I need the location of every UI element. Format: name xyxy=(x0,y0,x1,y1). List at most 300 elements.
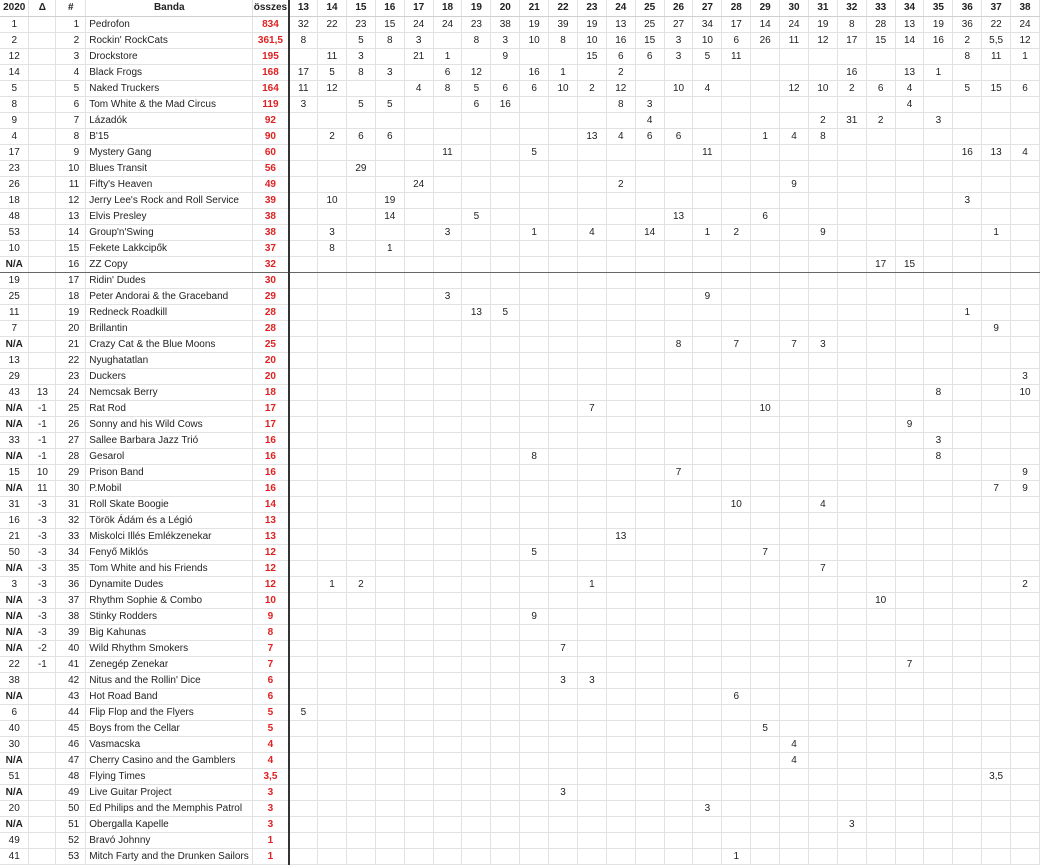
event-score[interactable] xyxy=(895,449,924,465)
table-row[interactable] xyxy=(0,225,1040,241)
event-score[interactable] xyxy=(491,673,520,689)
total-points[interactable]: 49 xyxy=(253,177,289,193)
event-score[interactable] xyxy=(462,49,491,65)
event-score[interactable]: 15 xyxy=(895,257,924,273)
event-score[interactable] xyxy=(289,577,318,593)
event-score[interactable] xyxy=(722,129,751,145)
event-score[interactable] xyxy=(318,817,347,833)
event-score[interactable] xyxy=(404,609,433,625)
event-score[interactable]: 24 xyxy=(404,177,433,193)
event-score[interactable]: 19 xyxy=(924,17,953,33)
event-score[interactable]: 16 xyxy=(837,65,866,81)
event-score[interactable] xyxy=(693,209,722,225)
event-score[interactable] xyxy=(318,209,347,225)
event-score[interactable] xyxy=(375,801,404,817)
event-score[interactable] xyxy=(837,209,866,225)
event-score[interactable] xyxy=(808,257,837,273)
band-name[interactable]: Rockin' RockCats xyxy=(86,33,253,49)
event-score[interactable]: 12 xyxy=(780,81,809,97)
event-score[interactable] xyxy=(895,497,924,513)
event-score[interactable] xyxy=(837,129,866,145)
event-score[interactable] xyxy=(751,481,780,497)
event-score[interactable] xyxy=(520,273,549,289)
event-score[interactable] xyxy=(375,49,404,65)
event-score[interactable] xyxy=(520,481,549,497)
event-score[interactable] xyxy=(375,513,404,529)
event-score[interactable] xyxy=(982,305,1011,321)
event-score[interactable] xyxy=(866,209,895,225)
event-score[interactable] xyxy=(866,657,895,673)
event-score[interactable]: 6 xyxy=(462,97,491,113)
event-score[interactable] xyxy=(693,129,722,145)
event-score[interactable] xyxy=(866,529,895,545)
event-score[interactable] xyxy=(837,497,866,513)
event-score[interactable]: 11 xyxy=(433,145,462,161)
event-score[interactable] xyxy=(982,833,1011,849)
event-score[interactable] xyxy=(289,609,318,625)
event-score[interactable] xyxy=(549,481,578,497)
event-score[interactable] xyxy=(346,513,375,529)
event-score[interactable] xyxy=(982,641,1011,657)
event-score[interactable] xyxy=(433,785,462,801)
event-score[interactable] xyxy=(953,321,982,337)
event-score[interactable]: 13 xyxy=(982,145,1011,161)
event-score[interactable] xyxy=(837,545,866,561)
event-score[interactable] xyxy=(606,337,635,353)
event-score[interactable]: 9 xyxy=(982,321,1011,337)
rank-delta[interactable] xyxy=(29,273,56,289)
event-score[interactable] xyxy=(866,769,895,785)
event-score[interactable] xyxy=(924,257,953,273)
prev-year-rank[interactable]: 7 xyxy=(0,321,29,337)
event-score[interactable] xyxy=(549,849,578,865)
event-score[interactable] xyxy=(520,737,549,753)
total-points[interactable]: 32 xyxy=(253,257,289,273)
event-score[interactable] xyxy=(462,433,491,449)
total-points[interactable]: 12 xyxy=(253,561,289,577)
prev-year-rank[interactable]: 12 xyxy=(0,49,29,65)
event-score[interactable] xyxy=(866,129,895,145)
table-row[interactable] xyxy=(0,193,1040,209)
event-score[interactable]: 7 xyxy=(549,641,578,657)
event-score[interactable]: 14 xyxy=(375,209,404,225)
event-score[interactable]: 7 xyxy=(664,465,693,481)
prev-year-rank[interactable]: N/A xyxy=(0,481,29,497)
event-score[interactable] xyxy=(953,353,982,369)
event-score[interactable] xyxy=(895,465,924,481)
band-name[interactable]: Jerry Lee's Rock and Roll Service xyxy=(86,193,253,209)
event-score[interactable] xyxy=(664,417,693,433)
table-row[interactable] xyxy=(0,801,1040,817)
event-score[interactable] xyxy=(462,689,491,705)
event-score[interactable] xyxy=(982,369,1011,385)
event-score[interactable] xyxy=(404,321,433,337)
table-row[interactable] xyxy=(0,129,1040,145)
event-score[interactable] xyxy=(433,689,462,705)
event-score[interactable] xyxy=(375,609,404,625)
event-score[interactable] xyxy=(837,97,866,113)
event-score[interactable] xyxy=(866,449,895,465)
event-score[interactable] xyxy=(751,513,780,529)
event-score[interactable] xyxy=(404,161,433,177)
event-score[interactable] xyxy=(924,721,953,737)
event-score[interactable] xyxy=(837,593,866,609)
event-score[interactable] xyxy=(635,689,664,705)
event-score[interactable] xyxy=(1011,321,1040,337)
event-score[interactable]: 12 xyxy=(462,65,491,81)
event-score[interactable] xyxy=(577,705,606,721)
event-score[interactable] xyxy=(751,417,780,433)
event-score[interactable] xyxy=(520,289,549,305)
event-score[interactable]: 1 xyxy=(693,225,722,241)
band-name[interactable]: Rat Rod xyxy=(86,401,253,417)
event-score[interactable]: 17 xyxy=(722,17,751,33)
event-score[interactable] xyxy=(491,65,520,81)
rank-delta[interactable]: 10 xyxy=(29,465,56,481)
event-score[interactable] xyxy=(606,545,635,561)
event-score[interactable] xyxy=(606,577,635,593)
table-row[interactable] xyxy=(0,353,1040,369)
event-score[interactable] xyxy=(375,833,404,849)
event-score[interactable]: 10 xyxy=(577,33,606,49)
total-points[interactable]: 29 xyxy=(253,289,289,305)
event-score[interactable] xyxy=(375,529,404,545)
event-score[interactable] xyxy=(346,193,375,209)
event-score[interactable] xyxy=(924,705,953,721)
event-score[interactable] xyxy=(577,481,606,497)
event-score[interactable]: 9 xyxy=(808,225,837,241)
band-name[interactable]: Tom White & the Mad Circus xyxy=(86,97,253,113)
event-score[interactable] xyxy=(866,353,895,369)
event-score[interactable] xyxy=(635,289,664,305)
total-points[interactable]: 6 xyxy=(253,689,289,705)
total-points[interactable]: 1 xyxy=(253,849,289,865)
event-score[interactable] xyxy=(606,673,635,689)
event-score[interactable] xyxy=(780,209,809,225)
event-score[interactable]: 9 xyxy=(1011,481,1040,497)
event-score[interactable] xyxy=(780,465,809,481)
event-score[interactable] xyxy=(722,753,751,769)
event-score[interactable]: 7 xyxy=(982,481,1011,497)
event-score[interactable] xyxy=(924,561,953,577)
band-name[interactable]: Black Frogs xyxy=(86,65,253,81)
event-score[interactable] xyxy=(318,849,347,865)
event-score[interactable] xyxy=(751,785,780,801)
event-score[interactable] xyxy=(1011,257,1040,273)
event-score[interactable]: 2 xyxy=(318,129,347,145)
event-score[interactable]: 1 xyxy=(577,577,606,593)
event-score[interactable] xyxy=(520,657,549,673)
event-score[interactable] xyxy=(606,209,635,225)
band-name[interactable]: Sonny and his Wild Cows xyxy=(86,417,253,433)
rank-number[interactable]: 7 xyxy=(56,113,86,129)
rank-number[interactable]: 23 xyxy=(56,369,86,385)
event-score[interactable] xyxy=(577,593,606,609)
event-score[interactable] xyxy=(837,417,866,433)
event-score[interactable] xyxy=(404,481,433,497)
total-points[interactable]: 60 xyxy=(253,145,289,161)
event-score[interactable] xyxy=(491,433,520,449)
event-score[interactable] xyxy=(635,753,664,769)
event-score[interactable]: 17 xyxy=(866,257,895,273)
rank-delta[interactable] xyxy=(29,241,56,257)
event-score[interactable] xyxy=(953,273,982,289)
event-score[interactable] xyxy=(318,33,347,49)
rank-number[interactable]: 34 xyxy=(56,545,86,561)
rank-delta[interactable]: -3 xyxy=(29,625,56,641)
event-column-header[interactable]: 29 xyxy=(751,0,780,17)
event-score[interactable] xyxy=(635,241,664,257)
event-score[interactable] xyxy=(606,737,635,753)
event-score[interactable] xyxy=(693,465,722,481)
event-score[interactable] xyxy=(289,193,318,209)
event-score[interactable] xyxy=(404,561,433,577)
event-score[interactable] xyxy=(346,273,375,289)
event-score[interactable] xyxy=(982,289,1011,305)
band-name[interactable]: Wild Rhythm Smokers xyxy=(86,641,253,657)
event-score[interactable] xyxy=(924,161,953,177)
event-score[interactable] xyxy=(549,833,578,849)
event-score[interactable] xyxy=(462,577,491,593)
prev-year-rank[interactable]: 17 xyxy=(0,145,29,161)
event-score[interactable]: 8 xyxy=(837,17,866,33)
event-score[interactable] xyxy=(289,737,318,753)
event-score[interactable] xyxy=(289,785,318,801)
event-score[interactable] xyxy=(751,673,780,689)
rank-delta[interactable] xyxy=(29,721,56,737)
band-name[interactable]: Bravó Johnny xyxy=(86,833,253,849)
event-score[interactable] xyxy=(751,305,780,321)
event-score[interactable] xyxy=(808,433,837,449)
event-score[interactable]: 6 xyxy=(635,49,664,65)
rank-delta[interactable]: 11 xyxy=(29,481,56,497)
event-score[interactable] xyxy=(462,401,491,417)
band-name[interactable]: Big Kahunas xyxy=(86,625,253,641)
event-score[interactable] xyxy=(289,305,318,321)
event-score[interactable] xyxy=(606,497,635,513)
event-score[interactable]: 12 xyxy=(318,81,347,97)
event-score[interactable]: 25 xyxy=(635,17,664,33)
event-score[interactable] xyxy=(664,737,693,753)
event-score[interactable] xyxy=(808,721,837,737)
event-score[interactable] xyxy=(664,673,693,689)
event-score[interactable] xyxy=(606,353,635,369)
table-row[interactable] xyxy=(0,625,1040,641)
event-score[interactable] xyxy=(375,497,404,513)
event-score[interactable] xyxy=(491,257,520,273)
total-points[interactable]: 39 xyxy=(253,193,289,209)
event-score[interactable] xyxy=(780,689,809,705)
total-points[interactable]: 361,5 xyxy=(253,33,289,49)
table-row[interactable] xyxy=(0,769,1040,785)
event-score[interactable] xyxy=(462,737,491,753)
event-score[interactable] xyxy=(751,657,780,673)
event-score[interactable] xyxy=(491,113,520,129)
event-score[interactable] xyxy=(722,81,751,97)
event-score[interactable] xyxy=(462,193,491,209)
event-score[interactable] xyxy=(462,609,491,625)
event-score[interactable] xyxy=(808,833,837,849)
event-score[interactable]: 8 xyxy=(953,49,982,65)
rank-delta[interactable]: -2 xyxy=(29,641,56,657)
event-score[interactable] xyxy=(751,161,780,177)
event-score[interactable] xyxy=(837,225,866,241)
event-score[interactable] xyxy=(289,417,318,433)
band-name[interactable]: Crazy Cat & the Blue Moons xyxy=(86,337,253,353)
event-score[interactable] xyxy=(866,497,895,513)
event-score[interactable]: 4 xyxy=(895,81,924,97)
event-score[interactable] xyxy=(895,337,924,353)
event-score[interactable] xyxy=(520,593,549,609)
event-score[interactable] xyxy=(664,289,693,305)
event-score[interactable] xyxy=(404,657,433,673)
event-score[interactable] xyxy=(722,817,751,833)
event-score[interactable] xyxy=(924,49,953,65)
event-score[interactable] xyxy=(462,225,491,241)
event-score[interactable]: 3 xyxy=(346,49,375,65)
event-score[interactable] xyxy=(433,177,462,193)
event-score[interactable] xyxy=(433,449,462,465)
event-score[interactable] xyxy=(751,801,780,817)
event-score[interactable] xyxy=(404,305,433,321)
event-score[interactable] xyxy=(462,561,491,577)
event-score[interactable] xyxy=(346,81,375,97)
event-score[interactable] xyxy=(289,129,318,145)
event-score[interactable] xyxy=(664,801,693,817)
rank-delta[interactable] xyxy=(29,97,56,113)
event-score[interactable] xyxy=(491,801,520,817)
event-score[interactable] xyxy=(866,385,895,401)
event-score[interactable] xyxy=(837,305,866,321)
event-score[interactable] xyxy=(491,737,520,753)
event-score[interactable] xyxy=(491,449,520,465)
rank-delta[interactable] xyxy=(29,705,56,721)
event-score[interactable]: 6 xyxy=(722,33,751,49)
event-score[interactable] xyxy=(953,673,982,689)
event-score[interactable] xyxy=(577,769,606,785)
event-score[interactable] xyxy=(780,145,809,161)
event-score[interactable] xyxy=(924,145,953,161)
event-score[interactable] xyxy=(664,369,693,385)
event-score[interactable] xyxy=(664,401,693,417)
event-score[interactable] xyxy=(664,561,693,577)
event-score[interactable] xyxy=(866,481,895,497)
event-score[interactable] xyxy=(693,769,722,785)
table-row[interactable] xyxy=(0,689,1040,705)
event-score[interactable] xyxy=(866,753,895,769)
total-points[interactable]: 834 xyxy=(253,17,289,33)
event-score[interactable] xyxy=(606,689,635,705)
event-score[interactable] xyxy=(953,753,982,769)
event-score[interactable] xyxy=(318,177,347,193)
event-score[interactable]: 4 xyxy=(895,97,924,113)
event-score[interactable] xyxy=(346,705,375,721)
event-score[interactable] xyxy=(433,417,462,433)
event-score[interactable] xyxy=(404,737,433,753)
table-row[interactable] xyxy=(0,113,1040,129)
event-score[interactable]: 3 xyxy=(549,785,578,801)
event-score[interactable] xyxy=(895,785,924,801)
event-score[interactable] xyxy=(346,593,375,609)
event-score[interactable] xyxy=(346,737,375,753)
event-score[interactable]: 3 xyxy=(433,225,462,241)
event-score[interactable]: 5 xyxy=(375,97,404,113)
event-score[interactable] xyxy=(462,145,491,161)
event-score[interactable] xyxy=(780,657,809,673)
event-score[interactable] xyxy=(693,385,722,401)
event-score[interactable] xyxy=(866,673,895,689)
table-row[interactable] xyxy=(0,161,1040,177)
event-score[interactable] xyxy=(346,225,375,241)
event-score[interactable]: 6 xyxy=(751,209,780,225)
event-score[interactable] xyxy=(693,449,722,465)
event-score[interactable] xyxy=(751,529,780,545)
prev-year-rank[interactable]: 6 xyxy=(0,705,29,721)
event-score[interactable] xyxy=(780,225,809,241)
event-score[interactable] xyxy=(375,177,404,193)
event-score[interactable] xyxy=(318,113,347,129)
event-score[interactable] xyxy=(346,625,375,641)
event-score[interactable] xyxy=(924,129,953,145)
event-score[interactable]: 4 xyxy=(693,81,722,97)
event-score[interactable] xyxy=(404,209,433,225)
table-row[interactable] xyxy=(0,209,1040,225)
rank-number[interactable]: 16 xyxy=(56,257,86,273)
event-score[interactable] xyxy=(837,401,866,417)
band-name[interactable]: Pedrofon xyxy=(86,17,253,33)
event-score[interactable] xyxy=(318,641,347,657)
event-score[interactable] xyxy=(808,209,837,225)
event-score[interactable] xyxy=(924,369,953,385)
event-score[interactable] xyxy=(664,753,693,769)
event-score[interactable]: 13 xyxy=(577,129,606,145)
event-score[interactable]: 5,5 xyxy=(982,33,1011,49)
event-score[interactable] xyxy=(549,193,578,209)
column-header[interactable]: 2020 xyxy=(0,0,29,17)
total-points[interactable]: 30 xyxy=(253,273,289,289)
event-score[interactable] xyxy=(808,49,837,65)
event-score[interactable] xyxy=(693,177,722,193)
event-score[interactable] xyxy=(404,705,433,721)
event-score[interactable] xyxy=(433,529,462,545)
prev-year-rank[interactable]: N/A xyxy=(0,417,29,433)
event-score[interactable] xyxy=(318,801,347,817)
event-score[interactable] xyxy=(982,577,1011,593)
event-column-header[interactable]: 30 xyxy=(780,0,809,17)
prev-year-rank[interactable]: N/A xyxy=(0,689,29,705)
event-score[interactable] xyxy=(866,609,895,625)
event-score[interactable]: 17 xyxy=(289,65,318,81)
event-score[interactable] xyxy=(693,737,722,753)
event-score[interactable] xyxy=(982,593,1011,609)
event-score[interactable] xyxy=(462,673,491,689)
band-name[interactable]: Duckers xyxy=(86,369,253,385)
event-score[interactable]: 10 xyxy=(664,81,693,97)
event-score[interactable] xyxy=(289,145,318,161)
event-score[interactable] xyxy=(751,273,780,289)
event-score[interactable] xyxy=(404,785,433,801)
event-score[interactable] xyxy=(780,305,809,321)
event-score[interactable] xyxy=(751,593,780,609)
table-row[interactable] xyxy=(0,481,1040,497)
event-score[interactable] xyxy=(866,289,895,305)
event-score[interactable] xyxy=(577,177,606,193)
event-score[interactable] xyxy=(895,577,924,593)
event-score[interactable] xyxy=(982,401,1011,417)
event-score[interactable] xyxy=(491,321,520,337)
event-score[interactable] xyxy=(404,529,433,545)
table-row[interactable] xyxy=(0,593,1040,609)
